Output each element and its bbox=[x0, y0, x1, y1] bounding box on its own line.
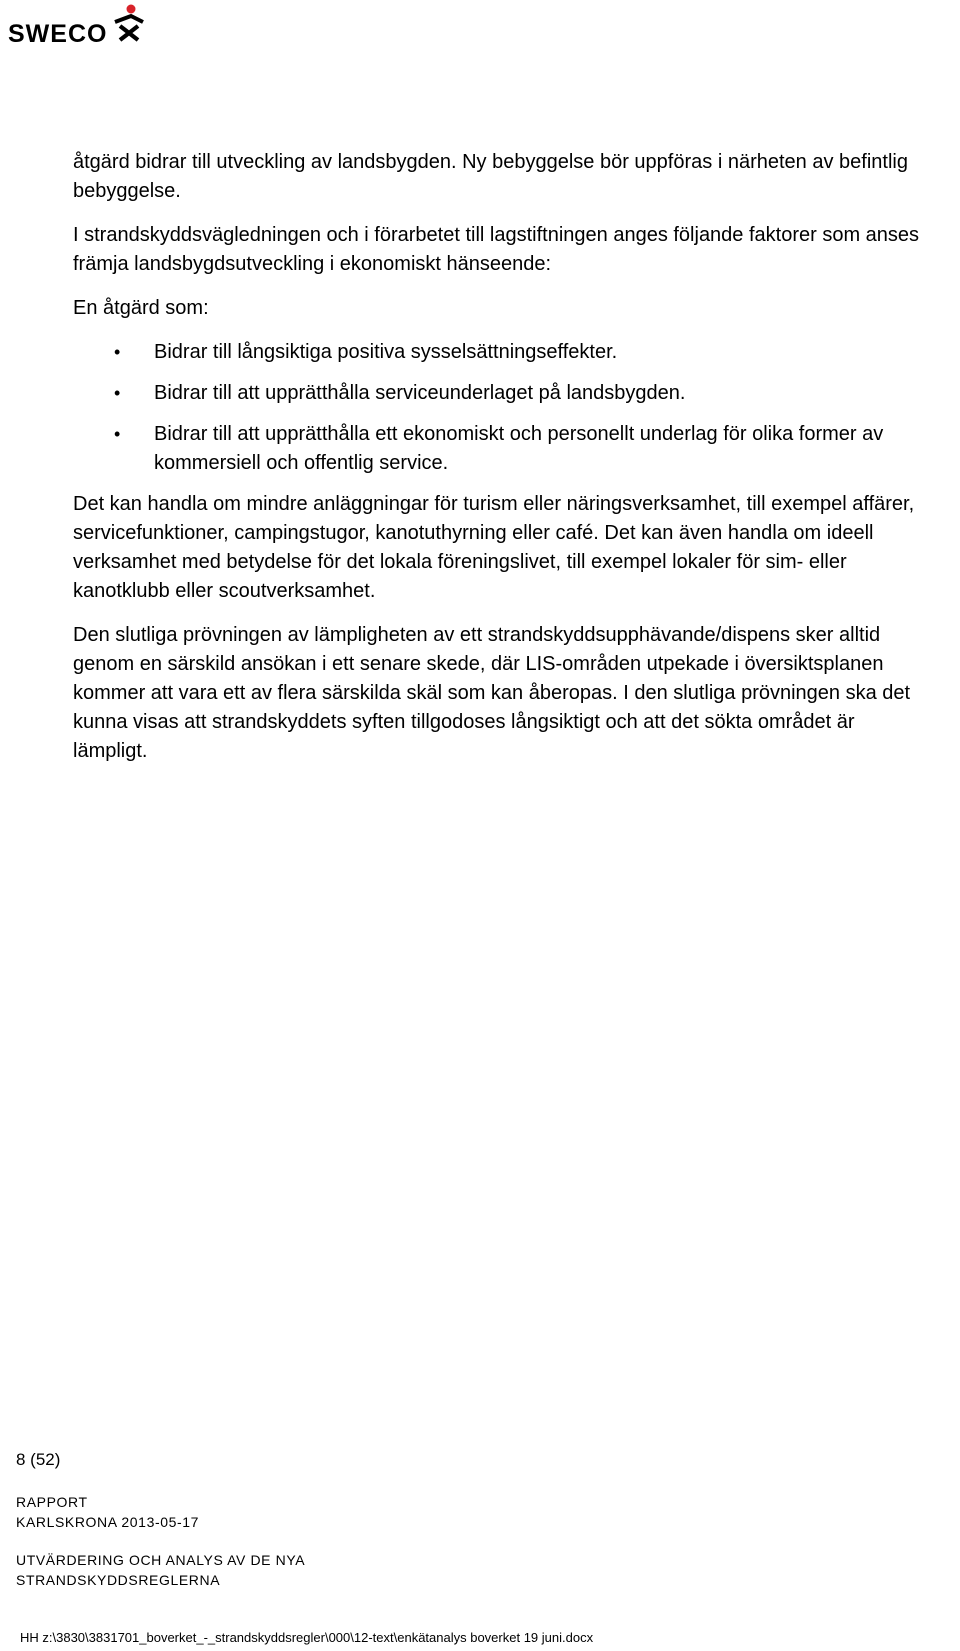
bullet-icon: • bbox=[114, 424, 121, 444]
page-footer bbox=[16, 1450, 305, 1590]
logo-text: SWECO bbox=[8, 20, 108, 48]
report-title-line1: UTVÄRDERING OCH ANALYS AV DE NYA bbox=[16, 1552, 306, 1568]
paragraph-intro: åtgärd bidrar till utveckling av landsbygden. Ny bebyggelse bör uppföras i närheten av befintlig bebyggelse. bbox=[73, 151, 908, 202]
list-item-text: Bidrar till att upprätthålla serviceunderlaget på landsbygden. bbox=[154, 382, 686, 404]
list-item bbox=[73, 420, 933, 478]
bullet-icon: • bbox=[114, 342, 121, 362]
sweco-emblem-icon bbox=[111, 4, 145, 47]
paragraph-guidance: I strandskyddsvägledningen och i förarbetet till lagstiftningen anges följande faktorer som anses främja landsbygdsutveckling i ekonomiskt hänseende: bbox=[73, 224, 920, 275]
footer-meta bbox=[16, 1492, 305, 1590]
paragraph-examples: Det kan handla om mindre anläggningar för turism eller näringsverksamhet, till exempel affärer, servicefunktioner, campingstugor, kanotuthyrning eller café. Det kan även handla om ideell verksamhet med betydelse för det lokala föreningslivet, till exempel lokaler för sim- eller kanotklubb eller scoutverksamhet. bbox=[73, 493, 915, 602]
list-item bbox=[73, 338, 933, 367]
bullet-icon: • bbox=[114, 383, 121, 403]
document-body bbox=[73, 148, 933, 781]
file-path: HH z:\3830\3831701_boverket_-_strandskyddsregler\000\12-text\enkätanalys boverket 19 juni.docx bbox=[20, 1630, 594, 1645]
bullet-list bbox=[73, 338, 933, 478]
place-date: KARLSKRONA 2013-05-17 bbox=[16, 1514, 200, 1530]
list-item-text: Bidrar till långsiktiga positiva sysselsättningseffekter. bbox=[154, 341, 618, 363]
page-number: 8 (52) bbox=[16, 1450, 61, 1469]
paragraph-measure: En åtgärd som: bbox=[73, 297, 209, 319]
sweco-logo bbox=[8, 4, 145, 47]
list-item-text: Bidrar till att upprätthålla ett ekonomiskt och personellt underlag för olika former av kommersiell och offentlig service. bbox=[154, 423, 884, 474]
report-title-line2: STRANDSKYDDSREGLERNA bbox=[16, 1572, 221, 1588]
paragraph-assessment: Den slutliga prövningen av lämpligheten av ett strandskyddsupphävande/dispens sker alltid genom en särskild ansökan i ett senare skede, där LIS-områden utpekade i översiktsplanen kommer att vara ett av flera särskilda skäl som kan åberopas. I den slutliga prövningen ska det kunna visas att strandskyddets syften tillgodoses långsiktigt och att det sökta området är lämpligt. bbox=[73, 624, 911, 762]
doc-type: RAPPORT bbox=[16, 1494, 88, 1510]
list-item bbox=[73, 379, 933, 408]
